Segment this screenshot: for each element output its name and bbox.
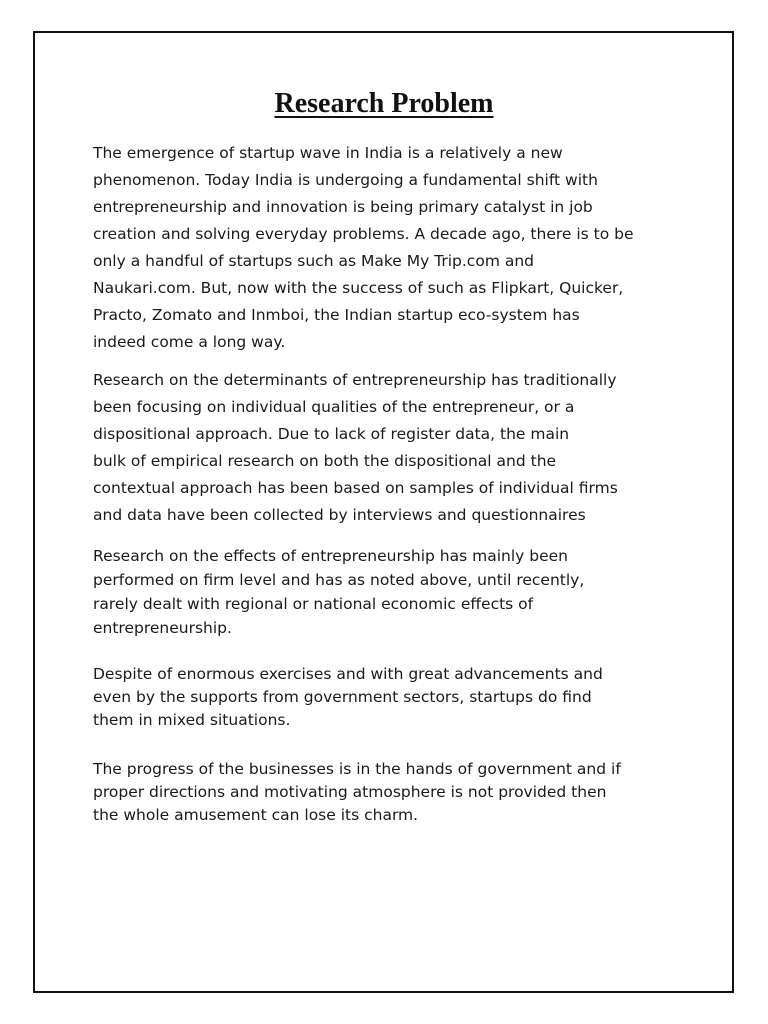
- paragraph-line: and data have been collected by interviews and questionnaires: [93, 506, 586, 524]
- paragraph-line: bulk of empirical research on both the dispositional and the: [93, 452, 557, 470]
- paragraph-line: rarely dealt with regional or national economic effects of: [93, 595, 534, 613]
- paragraph-line: the whole amusement can lose its charm.: [93, 806, 419, 824]
- paragraph-line: Research on the determinants of entrepreneurship has traditionally: [93, 371, 617, 389]
- paragraph-line: been focusing on individual qualities of the entrepreneur, or a: [93, 398, 575, 416]
- paragraph-line: Naukari.com. But, now with the success of such as Flipkart, Quicker,: [93, 279, 624, 297]
- paragraph-line: entrepreneurship and innovation is being primary catalyst in job: [93, 198, 593, 216]
- paragraph-line: indeed come a long way.: [93, 333, 286, 351]
- paragraph-line: The emergence of startup wave in India is a relatively a new: [93, 144, 563, 162]
- paragraph-determinants: [93, 367, 678, 529]
- paragraph-line: The progress of the businesses is in the hands of government and if: [93, 760, 621, 778]
- page-title: Research Problem: [274, 88, 494, 119]
- paragraph-line: even by the supports from government sectors, startups do find: [93, 688, 592, 706]
- paragraph-effects: [93, 544, 678, 640]
- paragraph-line: entrepreneurship.: [93, 619, 232, 637]
- paragraph-line: only a handful of startups such as Make My Trip.com and: [93, 252, 535, 270]
- paragraph-government-progress: [93, 758, 678, 827]
- paragraph-line: dispositional approach. Due to lack of register data, the main: [93, 425, 570, 443]
- paragraph-line: contextual approach has been based on samples of individual firms: [93, 479, 618, 497]
- paragraph-line: creation and solving everyday problems. A decade ago, there is to be: [93, 225, 634, 243]
- paragraph-line: Research on the effects of entrepreneurship has mainly been: [93, 547, 568, 565]
- paragraph-line: proper directions and motivating atmosphere is not provided then: [93, 783, 607, 801]
- paragraph-line: Practo, Zomato and Inmboi, the Indian startup eco-system has: [93, 306, 580, 324]
- paragraph-line: them in mixed situations.: [93, 711, 291, 729]
- paragraph-startup-wave: [93, 140, 678, 356]
- paragraph-line: Despite of enormous exercises and with great advancements and: [93, 665, 603, 683]
- paragraph-mixed-situations: [93, 663, 678, 732]
- paragraph-line: performed on firm level and has as noted above, until recently,: [93, 571, 585, 589]
- paragraph-line: phenomenon. Today India is undergoing a fundamental shift with: [93, 171, 598, 189]
